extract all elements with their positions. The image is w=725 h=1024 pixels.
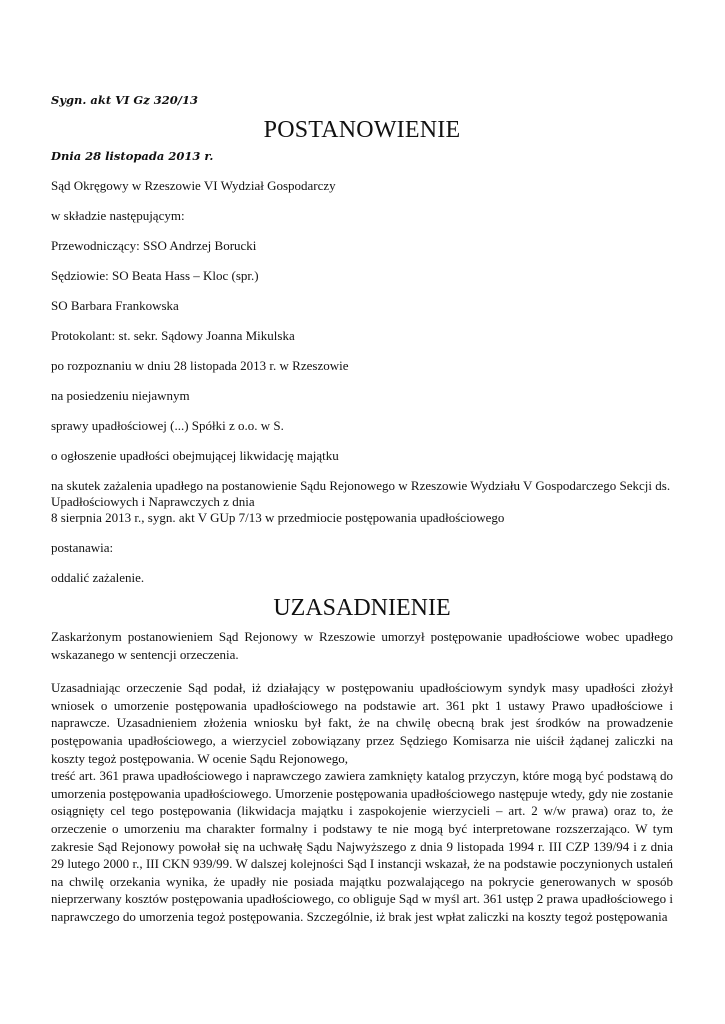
- document-title: POSTANOWIENIE: [263, 117, 461, 143]
- ruling-text: oddalić zażalenie.: [51, 570, 145, 585]
- justification-paragraph-2a: Uzasadniając orzeczenie Sąd podał, iż działający w postępowaniu upadłościowym syndyk masy upadłości złożył wniosek o umorzenie postępowania upadłościowego na podstawie art. 361 pkt 1 ustawy Prawo upadłościowe i naprawcze. Uzasadnieniem złożenia wniosku był fakt, że na chwilę obecną brak jest środków na prowadzenie postępowania upadłościowego, a wierzyciel zobowiązany przez Sędziego Komisarza nie uiścił żądanej zaliczki na koszty tegoż postępowania. W ocenie Sądu Rejonowego,: [51, 680, 673, 766]
- case-number: Sygn. akt VI Gz 320/13: [51, 93, 199, 107]
- justification-paragraph-1: Zaskarżonym postanowieniem Sąd Rejonowy w Rzeszowie umorzył postępowanie upadłościowe wobec upadłego wskazanego w sentencji orzeczenia.: [51, 629, 673, 662]
- hearing-info: po rozpoznaniu w dniu 28 listopada 2013 r. w Rzeszowie: [51, 358, 349, 373]
- justification-title: UZASADNIENIE: [273, 595, 451, 621]
- judges: Sędziowie: SO Beata Hass – Kloc (spr.): [51, 268, 259, 283]
- presiding-judge: Przewodniczący: SSO Andrzej Borucki: [51, 238, 257, 253]
- composition-intro: w składzie następującym:: [51, 208, 185, 223]
- case-matter: o ogłoszenie upadłości obejmującej likwidację majątku: [51, 448, 339, 463]
- case-subject: sprawy upadłościowej (...) Spółki z o.o. w S.: [51, 418, 284, 433]
- court-clerk: Protokolant: st. sekr. Sądowy Joanna Mikulska: [51, 328, 295, 343]
- judge-second: SO Barbara Frankowska: [51, 298, 179, 313]
- justification-paragraph-2b: treść art. 361 prawa upadłościowego i naprawczego zawiera zamknięty katalog przyczyn, które mogą być podstawą do umorzenia postępowania upadłościowego. Umorzenie postępowania upadłościowego następuje wtedy, gdy nie zostanie osiągnięty cel tego postępowania (likwidacja majątku i zaspokojenie wierzycieli – art. 2 w/w prawa) oraz to, że orzeczenie o umorzeniu ma charakter formalny i podstawy te nie mogą być interpretowane rozszerzająco. W tym zakresie Sąd Rejonowy powołał się na uchwałę Sądu Najwyższego z dnia 9 listopada 1994 r. III CZP 139/94 i z dnia 29 lutego 2000 r., III CKN 939/99. W dalszej kolejności Sąd I instancji wskazał, że na podstawie poczynionych ustaleń na chwilę orzekania wynika, że upadły nie posiada majątku pozwalającego na pokrycie generowanych w sposób nieprzerwany kosztów postępowania upadłościowego, co obliguje Sąd w myśl art. 361 ustęp 2 prawa upadłościowego i naprawczego do umorzenia tegoż postępowania. Szczególnie, iż brak jest wpłat zaliczki na koszty tegoż postępowania: [51, 768, 673, 924]
- appeal-block: [51, 478, 673, 526]
- appeal-line-1: na skutek zażalenia upadłego na postanowienie Sądu Rejonowego w Rzeszowie Wydziału V Gospodarczego Sekcji ds. Upadłościowych i Naprawczych z dnia: [51, 478, 671, 509]
- document-date: Dnia 28 listopada 2013 r.: [51, 149, 214, 163]
- document-content: [51, 92, 673, 926]
- decides-label: postanawia:: [51, 540, 114, 555]
- court-name: Sąd Okręgowy w Rzeszowie VI Wydział Gospodarczy: [51, 178, 336, 193]
- session-type: na posiedzeniu niejawnym: [51, 388, 190, 403]
- appeal-line-2: 8 sierpnia 2013 r., sygn. akt V GUp 7/13 w przedmiocie postępowania upadłościowego: [51, 510, 505, 525]
